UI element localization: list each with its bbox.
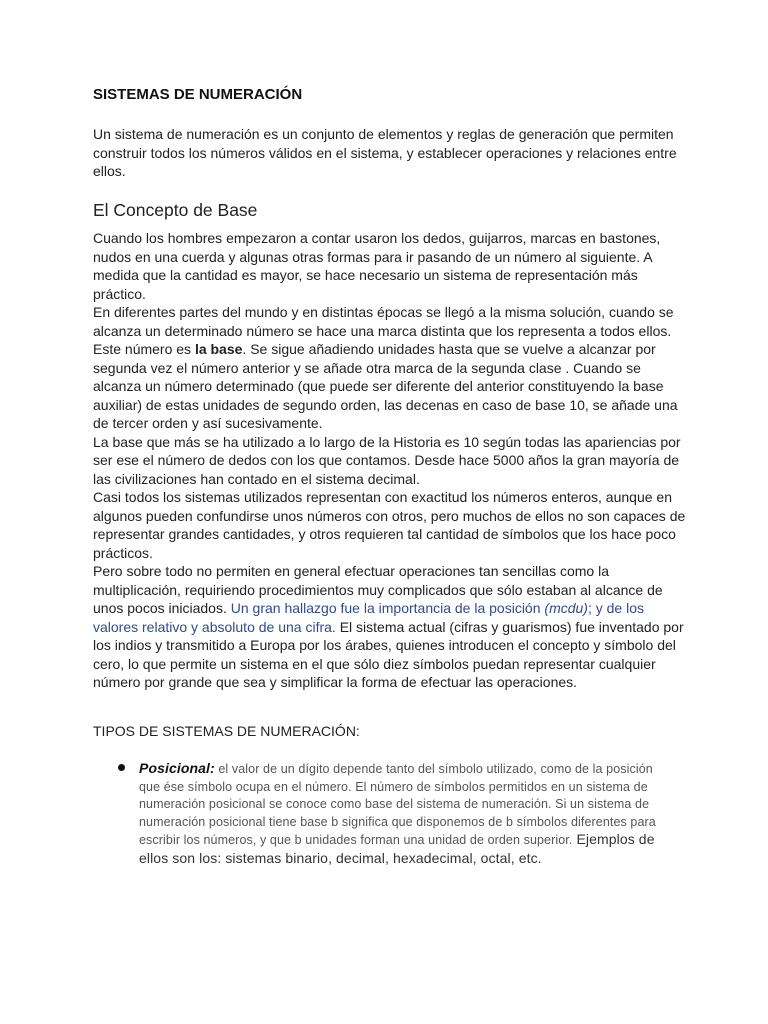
paragraph-5 [93, 562, 693, 692]
document-heading: SISTEMAS DE NUMERACIÓN [93, 86, 303, 103]
highlight-text-a: Un gran hallazgo fue la importancia de la posición [230, 600, 545, 616]
base-term: la base [194, 341, 243, 357]
section-title: El Concepto de Base [93, 200, 258, 220]
bullet-term: Posicional: [139, 760, 215, 776]
paragraph-2-start: En diferentes partes del mundo y en distintas épocas se llegó a la misma solución, cuando se alcanza un determinado número se hace una marca distinta que los representa a todos ellos. Este número es [93, 304, 674, 357]
section-body [93, 229, 693, 692]
highlight-italic: (mcdu) [544, 600, 588, 616]
bullet-dot-icon [118, 764, 125, 771]
paragraph-5-start: Pero sobre todo no permiten en general efectuar operaciones tan sencillas como la multiplicación, requiriendo procedimientos muy complicados que sólo estaban al alcance de unos pocos iniciados. [93, 563, 663, 616]
bullet-text [139, 760, 677, 868]
list-item [112, 760, 677, 868]
paragraph-2-end: . Se sigue añadiendo unidades hasta que se vuelve a alcanzar por segunda vez el número anterior y se añade otra marca de la segunda clase . Cuando se alcanza un número determinado (que puede ser diferente del anterior constituyendo la base auxiliar) de estas unidades de segundo orden, las decenas en caso de base 10, se añade una de tercer orden y así sucesivamente. [93, 341, 678, 431]
paragraph-5-end: El sistema actual (cifras y guarismos) fue inventado por los indios y transmitido a Europa por los árabes, quienes introducen el concepto y símbolo del cero, lo que permite un sistema en el que sólo diez símbolos puedan representar cualquier número por grande que sea y simplificar la forma de efectuar las operaciones. [93, 618, 684, 690]
paragraph-1: Cuando los hombres empezaron a contar usaron los dedos, guijarros, marcas en bastones, nudos en una cuerda y algunas otras formas para ir pasando de un número al siguiente. A medida que la cantidad es mayor, se hace necesario un sistema de representación más práctico. [93, 230, 661, 302]
intro-text: Un sistema de numeración es un conjunto de elementos y reglas de generación que permiten construir todos los números válidos en el sistema, y establecer operaciones y relaciones entre ellos. [93, 126, 677, 179]
types-title: TIPOS DE SISTEMAS DE NUMERACIÓN: [93, 723, 360, 739]
intro-paragraph [93, 125, 693, 181]
types-list [112, 760, 677, 868]
bullet-tail: Ejemplos de ellos son los: sistemas binario, decimal, hexadecimal, octal, etc. [139, 831, 655, 866]
paragraph-4: Casi todos los sistemas utilizados representan con exactitud los números enteros, aunque en algunos pueden confundirse unos números con otros, pero muchos de ellos no son capaces de representar grandes cantidades, y otros requieren tal cantidad de símbolos que los hace poco prácticos. [93, 489, 686, 561]
paragraph-2 [93, 303, 693, 433]
paragraph-3: La base que más se ha utilizado a lo largo de la Historia es 10 según todas las apariencias por ser ese el número de dedos con los que contamos. Desde hace 5000 años la gran mayoría de las civilizaciones han contado en el sistema decimal. [93, 433, 681, 487]
highlight-text-b: ; y de los valores relativo y absoluto de una cifra. [93, 600, 644, 635]
bullet-description: el valor de un dígito depende tanto del símbolo utilizado, como de la posición que ése símbolo ocupa en el número. El número de símbolos permitidos en un sistema de numeración posicional se conoce como base del sistema de numeración. Si un sistema de numeración posicional tiene base b significa que disponemos de b símbolos diferentes para escribir los números, y que b unidades forman una unidad de orden superior. [139, 762, 656, 847]
